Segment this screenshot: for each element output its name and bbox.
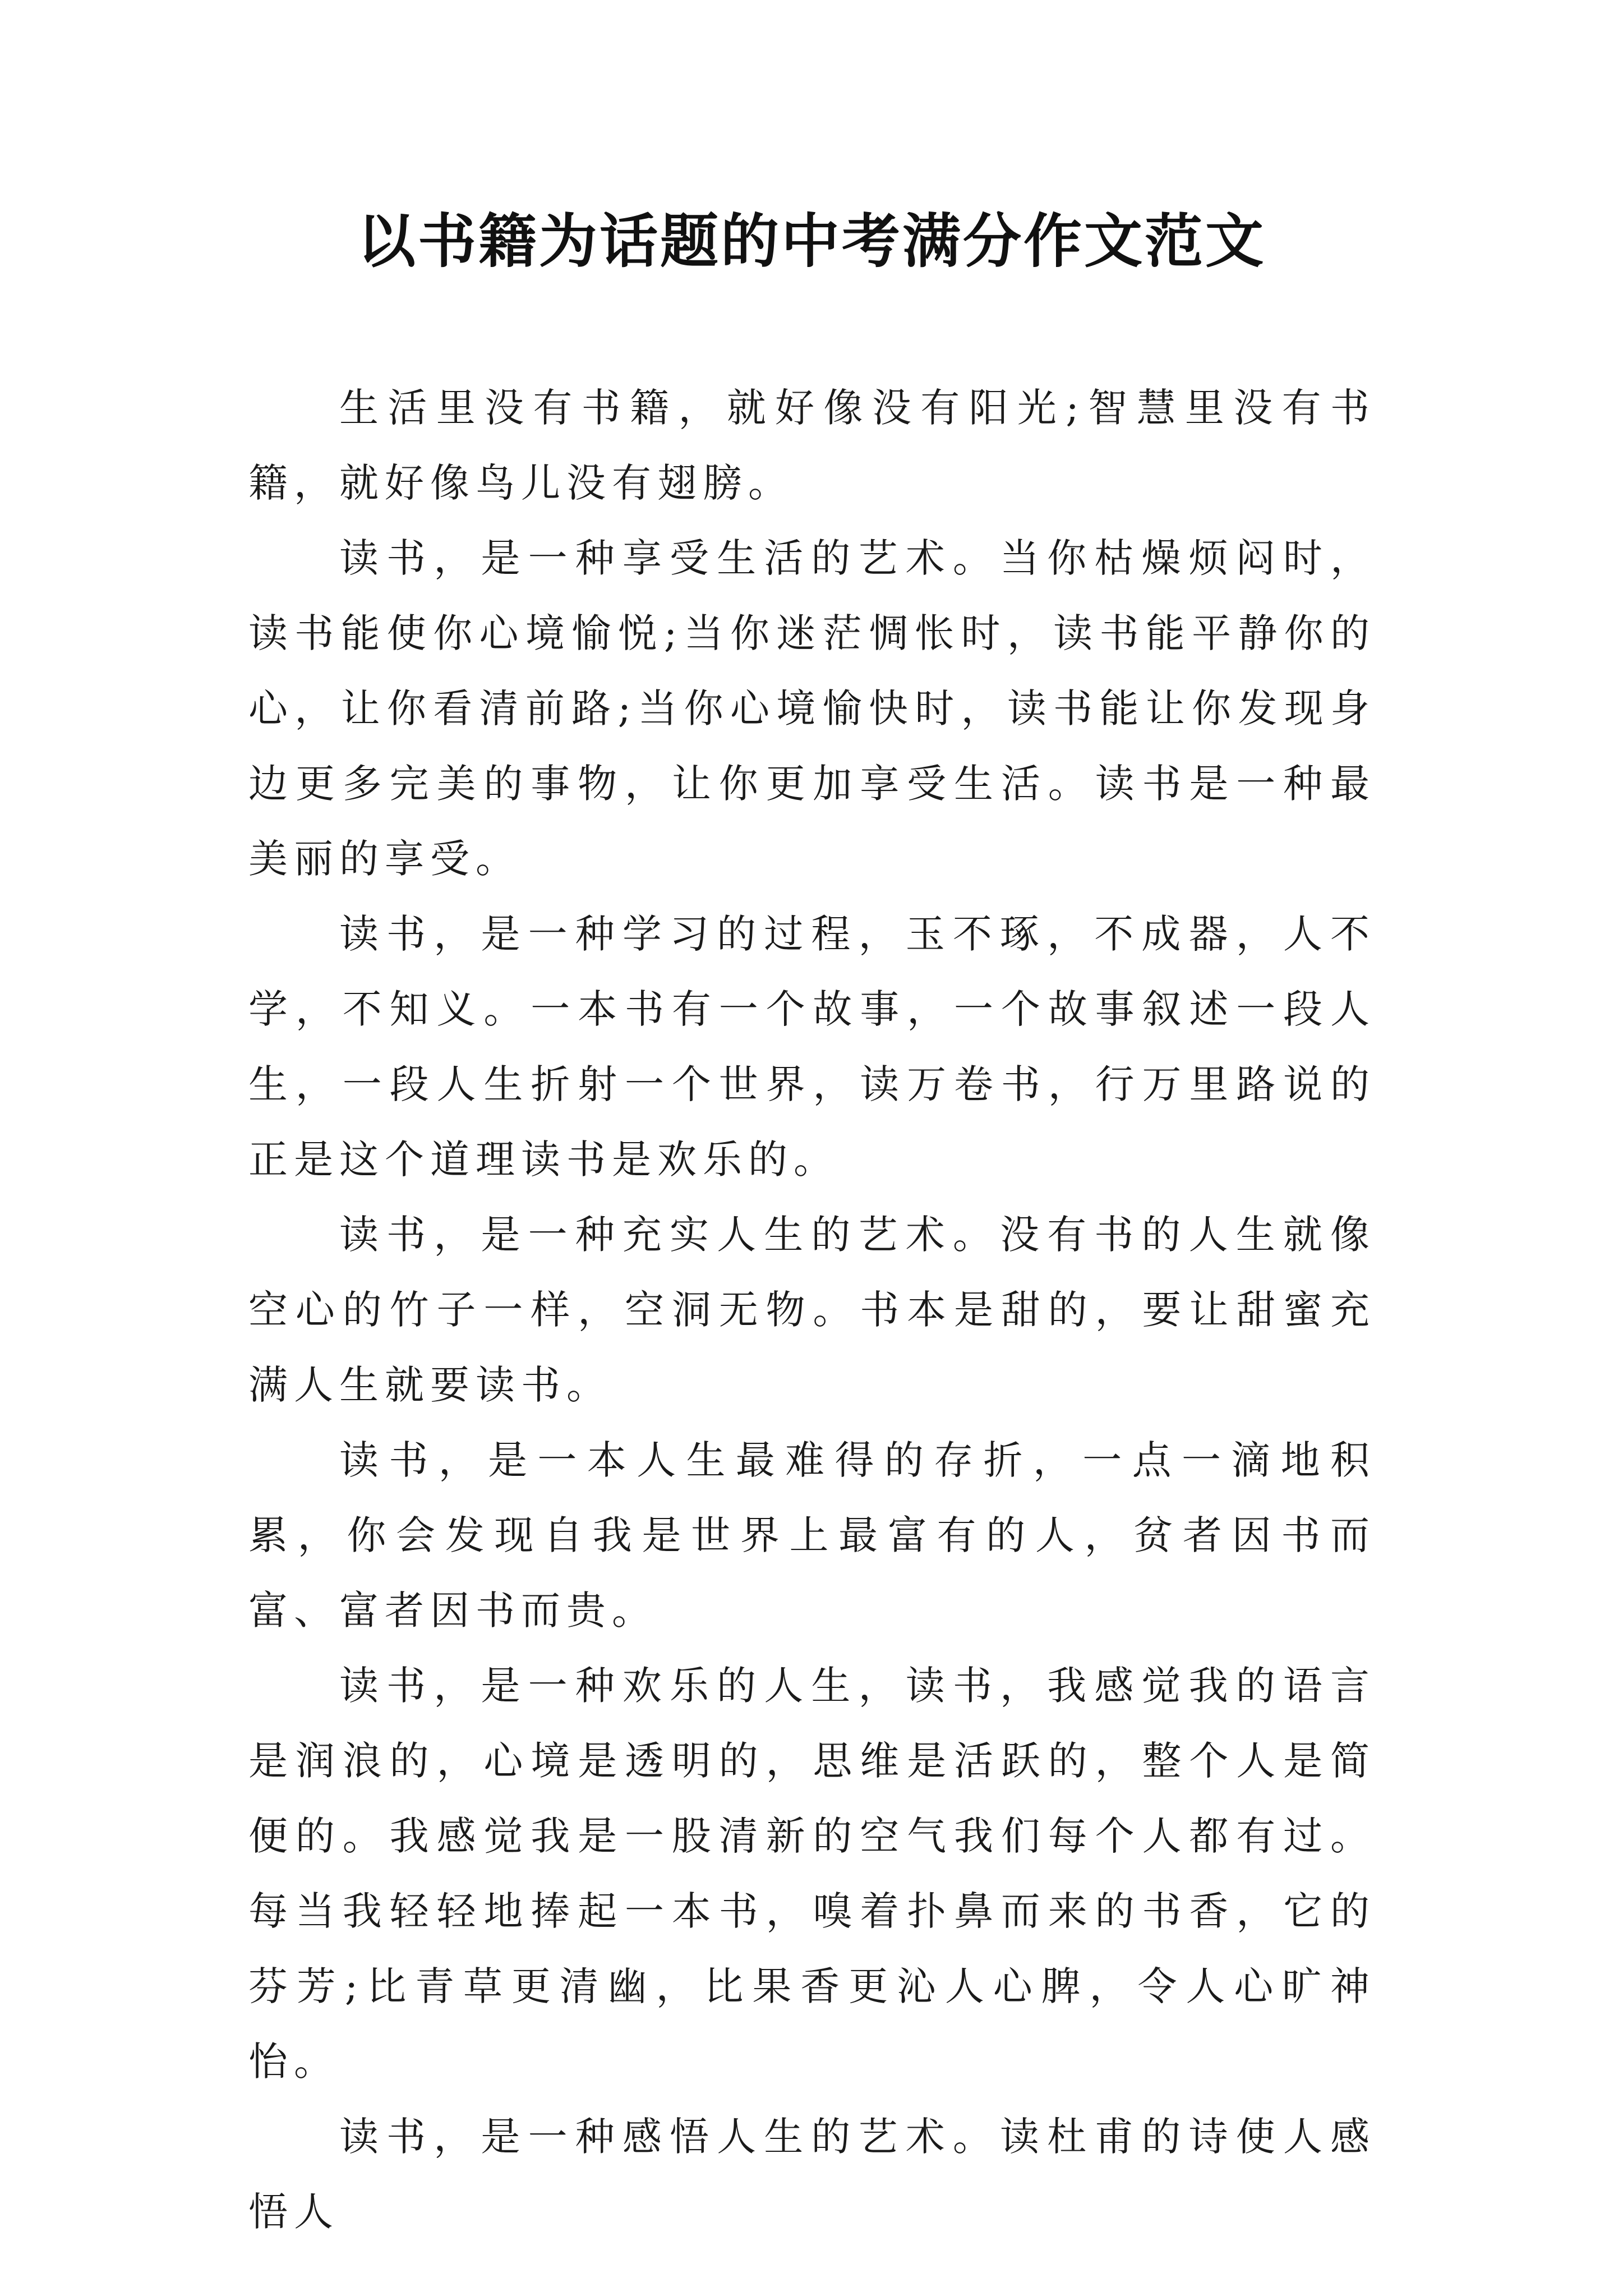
paragraph: 生活里没有书籍，就好像没有阳光;智慧里没有书籍，就好像鸟儿没有翅膀。: [248, 385, 1376, 506]
document-title: 以书籍为话题的中考满分作文范文: [357, 207, 1266, 275]
paragraph: 读书，是一种充实人生的艺术。没有书的人生就像空心的竹子一样，空洞无物。书本是甜的，要让甜蜜充满人生就要读书。: [248, 1212, 1376, 1408]
paragraph: 读书，是一种享受生活的艺术。当你枯燥烦闷时，读书能使你心境愉悦;当你迷茫惆怅时，读书能平静你的心，让你看清前路;当你心境愉快时，读书能让你发现身边更多完美的事物，让你更加享受生活。读书是一种最美丽的享受。: [248, 535, 1376, 882]
paragraph: 读书，是一种感悟人生的艺术。读杜甫的诗使人感悟人: [248, 2114, 1376, 2235]
paragraph: 读书，是一本人生最难得的存折，一点一滴地积累，你会发现自我是世界上最富有的人，贫者因书而富、富者因书而贵。: [248, 1437, 1376, 1634]
document-body: [248, 370, 1376, 2249]
paragraph: 读书，是一种欢乐的人生，读书，我感觉我的语言是润浪的，心境是透明的，思维是活跃的，整个人是简便的。我感觉我是一股清新的空气我们每个人都有过。每当我轻轻地捧起一本书，嗅着扑鼻而来的书香，它的芬芳;比青草更清幽，比果香更沁人心脾，令人心旷神怡。: [248, 1663, 1376, 2085]
paragraph: 读书，是一种学习的过程，玉不琢，不成器，人不学，不知义。一本书有一个故事，一个故事叙述一段人生，一段人生折射一个世界，读万卷书，行万里路说的正是这个道理读书是欢乐的。: [248, 911, 1376, 1182]
